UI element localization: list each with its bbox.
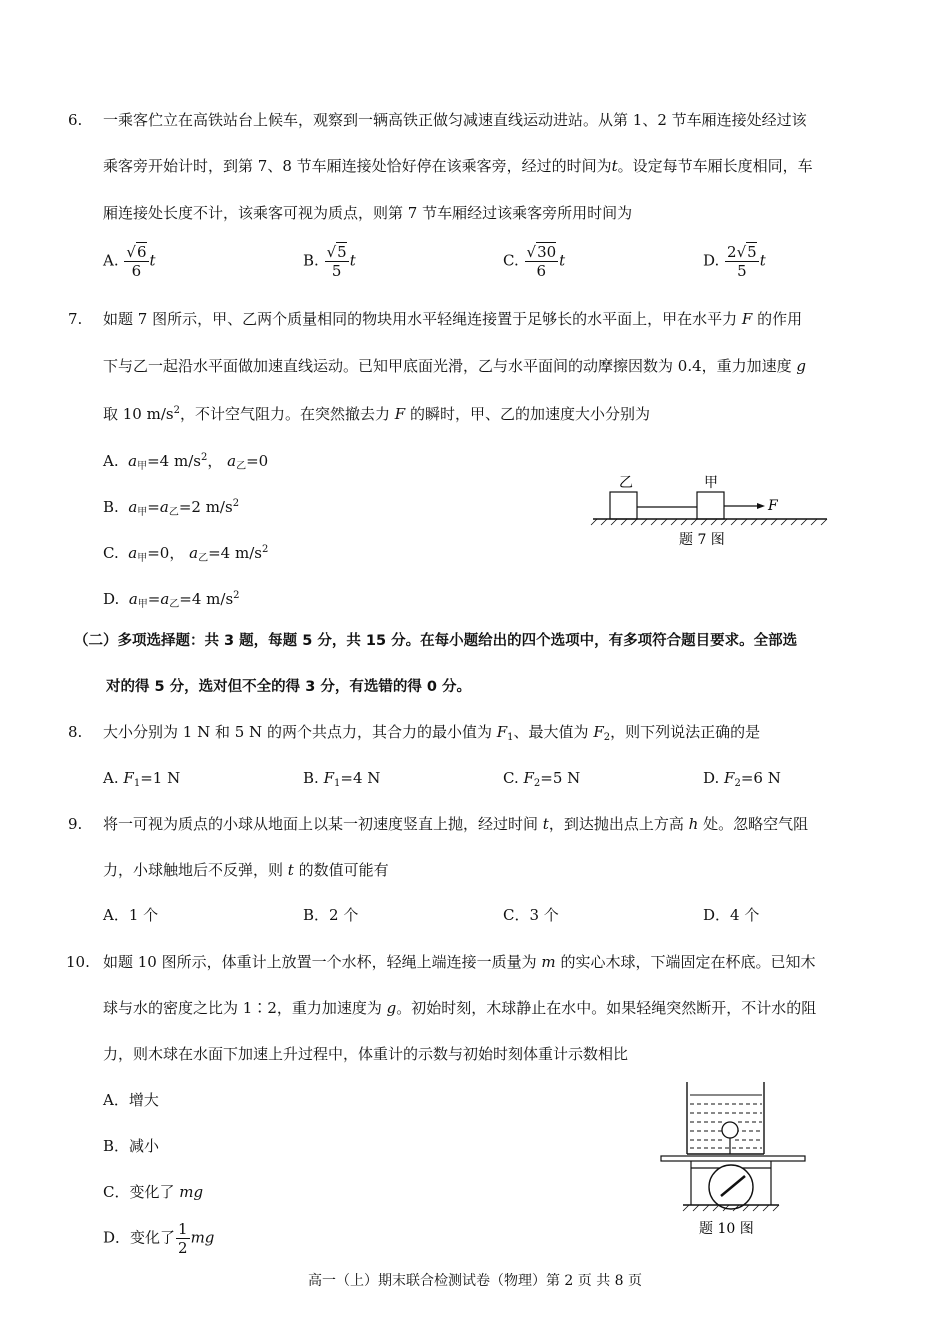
q10-line-1: 如题 10 图所示，体重计上放置一个水杯，轻绳上端连接一质量为 m 的实心木球，下端固定在杯底。已知木 xyxy=(103,953,816,971)
section2-heading-line-1: （二）多项选择题：共 3 题，每题 5 分，共 15 分。在每小题给出的四个选项中，有多项符合题目要求。全部选 xyxy=(74,633,798,649)
q6-line-1: 一乘客伫立在高铁站台上候车，观察到一辆高铁正做匀减速直线运动进站。从第 1、2 节车厢连接处经过该 xyxy=(103,111,807,129)
q10-line-2: 球与水的密度之比为 1∶2，重力加速度为 g。初始时刻，木球静止在水中。如果轻绳突然断开，不计水的阻 xyxy=(103,999,817,1017)
q7-option-d[interactable]: D. $a_甲=a_乙=4$ $m/s^2$ xyxy=(103,590,240,610)
q6-line-3: 厢连接处长度不计，该乘客可视为质点，则第 7 节车厢经过该乘客旁所用时间为 xyxy=(103,204,633,222)
q10-option-b[interactable]: B．减小 xyxy=(103,1137,160,1155)
fig7-ground-hatch xyxy=(591,519,827,525)
fig7-label-yi: 乙 xyxy=(619,475,633,491)
q7-line-2: 下与乙一起沿水平面做加速直线运动。已知甲底面光滑，乙与水平面间的动摩擦因数为 0.4，重力加速度 g xyxy=(103,357,807,375)
q7-option-a[interactable]: A. $a_甲=4$ $m/s^2$， $a_乙=0$ xyxy=(103,452,269,472)
q7-option-c[interactable]: C. $a_甲=0$， $a_乙=4$ $m/s^2$ xyxy=(103,544,269,564)
q9-option-d[interactable]: D．4 个 xyxy=(703,906,760,924)
fig10-water xyxy=(690,1095,762,1148)
q9-number: 9. xyxy=(68,815,83,833)
q6-option-c[interactable]: C. $\frac{√30}{6}$ t xyxy=(503,243,566,280)
q6-line-2: 乘客旁开始计时，到第 7、8 节车厢连接处恰好停在该乘客旁，经过的时间为t。设定每节车厢长度相同，车 xyxy=(103,157,813,175)
q7-number: 7. xyxy=(68,310,83,328)
q8-option-c[interactable]: C. $F_2=5$ N xyxy=(503,769,581,789)
q8-number: 8. xyxy=(68,723,83,741)
q8-option-b[interactable]: B. $F_1=4$ N xyxy=(303,769,381,789)
q9-option-b[interactable]: B．2 个 xyxy=(303,906,359,924)
q8-line-1: 大小分别为 1 N 和 5 N 的两个共点力，其合力的最小值为 $F_1$、最大值为 $F_2$，则下列说法正确的是 xyxy=(103,723,761,743)
q10-line-3: 力，则木球在水面下加速上升过程中，体重计的示数与初始时刻体重计示数相比 xyxy=(103,1045,629,1063)
q6-number: 6. xyxy=(68,111,83,129)
q9-line-2: 力，小球触地后不反弹，则 t 的数值可能有 xyxy=(103,861,389,879)
fig7-force-label: F xyxy=(768,498,778,514)
q6-option-b[interactable]: B. $\frac{√5}{5}$ t xyxy=(303,243,356,280)
q7-line-3: 取 10 $m/s^2$，不计空气阻力。在突然撤去力 F 的瞬时，甲、乙的加速度大小分别为 xyxy=(103,405,650,423)
fig10-wood-ball xyxy=(722,1122,738,1138)
q10-option-c[interactable]: C．变化了 mg xyxy=(103,1183,204,1201)
q8-option-d[interactable]: D. $F_2=6$ N xyxy=(703,769,781,789)
figure-7 xyxy=(585,470,835,555)
q9-option-c[interactable]: C．3 个 xyxy=(503,906,559,924)
q9-line-1: 将一可视为质点的小球从地面上以某一初速度竖直上抛，经过时间 t，到达抛出点上方高 h 处。忽略空气阻 xyxy=(103,815,809,833)
q9-option-a[interactable]: A．1 个 xyxy=(103,906,159,924)
q7-option-b[interactable]: B. $a_甲=a_乙=2$ $m/s^2$ xyxy=(103,498,240,518)
fig7-label-jia: 甲 xyxy=(704,475,718,491)
fig7-caption: 题 7 图 xyxy=(679,532,725,548)
figure-10 xyxy=(655,1078,815,1243)
fig7-block-yi xyxy=(610,492,637,519)
fig10-scale-platform xyxy=(661,1156,805,1161)
q8-option-a[interactable]: A. $F_1=1$ N xyxy=(103,769,181,789)
q10-option-d[interactable]: D．变化了 $\frac{1}{2}$ mg xyxy=(103,1220,215,1257)
q6-option-d[interactable]: D. $\frac{2√5}{5}$ t xyxy=(703,243,766,280)
fig7-arrowhead xyxy=(757,503,765,509)
section2-heading-line-2: 对的得 5 分，选对但不全的得 3 分，有选错的得 0 分。 xyxy=(106,679,472,695)
q7-line-1: 如题 7 图所示，甲、乙两个质量相同的物块用水平轻绳连接置于足够长的水平面上，甲在水平力 F 的作用 xyxy=(103,310,803,328)
fig7-block-jia xyxy=(697,492,724,519)
fig10-caption: 题 10 图 xyxy=(699,1221,754,1237)
fig10-cup xyxy=(687,1082,764,1154)
page-footer: 高一（上）期末联合检测试卷（物理）第 2 页 共 8 页 xyxy=(307,1273,643,1289)
q6-option-a[interactable]: A. $\frac{√6}{6}$ t xyxy=(103,243,156,280)
q10-option-a[interactable]: A．增大 xyxy=(103,1091,159,1109)
q10-number: 10. xyxy=(66,953,90,971)
